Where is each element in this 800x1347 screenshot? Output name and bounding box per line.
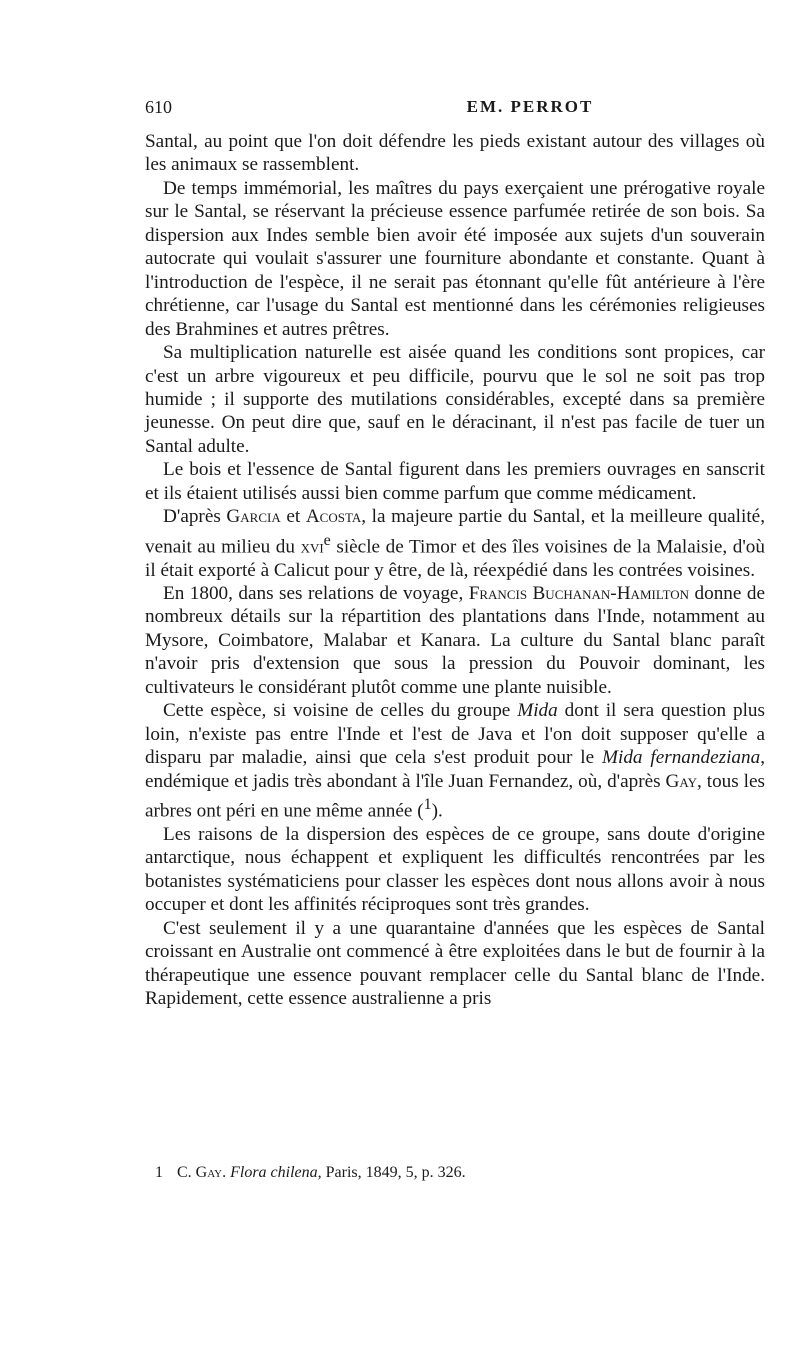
author-garcia: Garcia (226, 506, 281, 528)
page-number: 610 (145, 97, 172, 117)
taxon-mida: Mida (517, 700, 558, 722)
author-gay: Gay (665, 770, 697, 792)
paragraph-santal-protection: Santal, au point que l'on doit défendre les pieds existant autour des villages où les animaux se rassemblent. (145, 131, 765, 176)
author-acosta: Acosta (305, 506, 362, 528)
paragraph-australian-santal: C'est seulement il y a une quarantaine d'années que les espèces de Santal croissant en Australie ont commencé à être exploitées dans le but de fournir à la thérapeutique une essence pouvant remplacer celle du Santal blanc de l'Inde. Rapidement, cette essence australienne a pris (145, 917, 765, 1010)
author-buchanan-hamilton: Francis Buchanan-Hamilton (468, 583, 690, 604)
century-numeral: xvi (300, 536, 324, 558)
running-title: EM. PERROT (466, 97, 594, 116)
paragraph-garcia-acosta: D'après Garcia et Acosta, la majeure partie du Santal, et la meilleure qualité, venait au milieu du xvi$^e$ siècle de Timor et des îles voisines de la Malaisie, d'où il était exporté à Calicut pour y être, de là, réexpédié dans les contrées voisines. (145, 506, 765, 581)
footnote-reference: 1 (423, 796, 432, 814)
paragraph-dispersion-reasons: Les raisons de la dispersion des espèces de ce groupe, sans doute d'origine antarctique, nous échappent et expliquent les difficultés rencontrées par les botanistes systématiciens pour classer les espèces dont nous allons avoir à nous occuper et dont les affinités réciproques sont très grandes. (145, 823, 765, 916)
paragraph-mida-group: Cette espèce, si voisine de celles du groupe Mida dont il sera question plus loin, n'existe pas entre l'Inde et l'est de Java et l'on doit supposer qu'elle a disparu par maladie, ainsi que cela s'est produit pour le Mida fernandeziana, endémique et jadis très abondant à l'île Juan Fernandez, où, d'après Gay, tous les arbres ont péri en une même année ($^1$). (145, 700, 765, 822)
footnote-details: , Paris, 1849, 5, p. 326. (317, 1164, 466, 1181)
paragraph-sanskrit-works: Le bois et l'essence de Santal figurent dans les premiers ouvrages en sanscrit et ils étaient utilisés aussi bien comme parfum que comme médicament. (145, 459, 765, 504)
body-text (145, 130, 765, 1011)
footnote-number: 1 (155, 1164, 163, 1181)
footnote-title: Flora chilena (230, 1164, 318, 1181)
taxon-mida-fernandeziana: Mida fernandeziana (602, 747, 761, 769)
page-header (145, 97, 765, 121)
footnote-author: C. Gay. (177, 1164, 227, 1181)
paragraph-natural-multiplication: Sa multiplication naturelle est aisée quand les conditions sont propices, car c'est un arbre vigoureux et peu difficile, pourvu que le sol ne soit pas trop humide ; il supporte des mutilations considérables, excepté dans sa première jeunesse. On peut dire que, sauf en le déracinant, il n'est pas facile de tuer un Santal adulte. (145, 342, 765, 457)
footnote (155, 1163, 755, 1183)
paragraph-buchanan-hamilton: En 1800, dans ses relations de voyage, Francis Buchanan-Hamilton donne de nombreux détails sur la répartition des plantations dans l'Inde, notamment au Mysore, Coimbatore, Malabar et Kanara. La culture du Santal blanc paraît n'avoir pris d'extension que sous la pression du Pouvoir dominant, les cultivateurs le considérant plutôt comme une plante nuisible. (145, 583, 765, 698)
paragraph-royal-prerogative: De temps immémorial, les maîtres du pays exerçaient une prérogative royale sur le Santal, se réservant la précieuse essence parfumée retirée de son bois. Sa dispersion aux Indes semble bien avoir été imposée aux sujets d'un souverain autocrate qui voulait s'assurer une fourniture abondante et constante. Quant à l'introduction de l'espèce, il ne serait pas étonnant qu'elle fût antérieure à l'ère chrétienne, car l'usage du Santal est mentionné dans les cérémonies religieuses des Brahmines et autres prêtres. (145, 177, 765, 340)
century-superscript: e (323, 531, 331, 549)
